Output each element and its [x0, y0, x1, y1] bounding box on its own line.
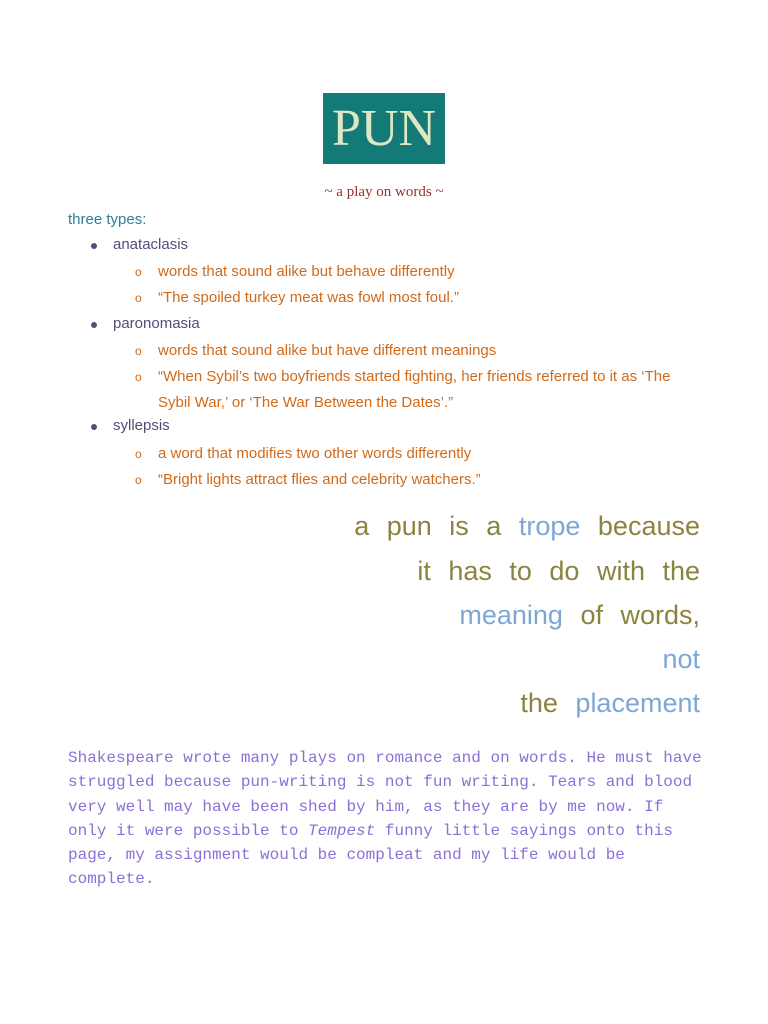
type-example: o “The spoiled turkey meat was fowl most foul.”	[135, 285, 695, 311]
type-example: o “When Sybil’s two boyfriends started fighting, her friends referred to it as ‘The Sybil War,’ or ‘The War Between the Dates’.”	[135, 364, 695, 416]
types-heading: three types:	[68, 211, 147, 228]
highlight-meaning: meaning	[459, 600, 563, 630]
closing-paragraph: Shakespeare wrote many plays on romance and on words. He must have struggled because pun-writing is not fun writing. Tears and blood very well may have been shed by him, as they are by me now. If only it were possible to Tempest funny little sayings onto this page, my assignment would be compleat and my life would be complete.	[68, 749, 702, 889]
highlight-placement: placement	[575, 688, 700, 718]
circle-bullet-icon: o	[135, 473, 142, 487]
type-example: o “Bright lights attract flies and celebrity watchers.”	[135, 467, 695, 493]
page-title: PUN	[331, 100, 437, 157]
type-detail: o words that sound alike but have different meanings	[135, 338, 695, 364]
bullet-icon	[91, 424, 97, 430]
highlight-not: not	[662, 644, 700, 674]
pun-statement-line-1: a pun is a trope because	[354, 511, 700, 541]
highlight-trope: trope	[518, 511, 581, 541]
type-name-anataclasis: anataclasis	[113, 236, 189, 253]
pun-statement-line-3: meaning of words,	[459, 600, 700, 630]
pun-statement-line-2: it has to do with the	[417, 556, 700, 586]
circle-bullet-icon: o	[135, 291, 142, 305]
italic-tempest: Tempest	[308, 821, 376, 840]
pun-statement-line-5: the placement	[520, 688, 700, 718]
circle-bullet-icon: o	[135, 447, 142, 461]
pun-statement-line-4	[662, 644, 700, 675]
title-box	[323, 93, 445, 164]
subtitle: ~ a play on words ~	[324, 184, 444, 200]
type-detail: o a word that modifies two other words differently	[135, 441, 695, 467]
type-detail: o words that sound alike but behave differently	[135, 259, 695, 285]
circle-bullet-icon: o	[135, 370, 142, 384]
type-name-syllepsis: syllepsis	[113, 417, 170, 434]
type-name-paronomasia: paronomasia	[113, 315, 200, 332]
circle-bullet-icon: o	[135, 344, 142, 358]
bullet-icon	[91, 322, 97, 328]
circle-bullet-icon: o	[135, 265, 142, 279]
bullet-icon	[91, 243, 97, 249]
